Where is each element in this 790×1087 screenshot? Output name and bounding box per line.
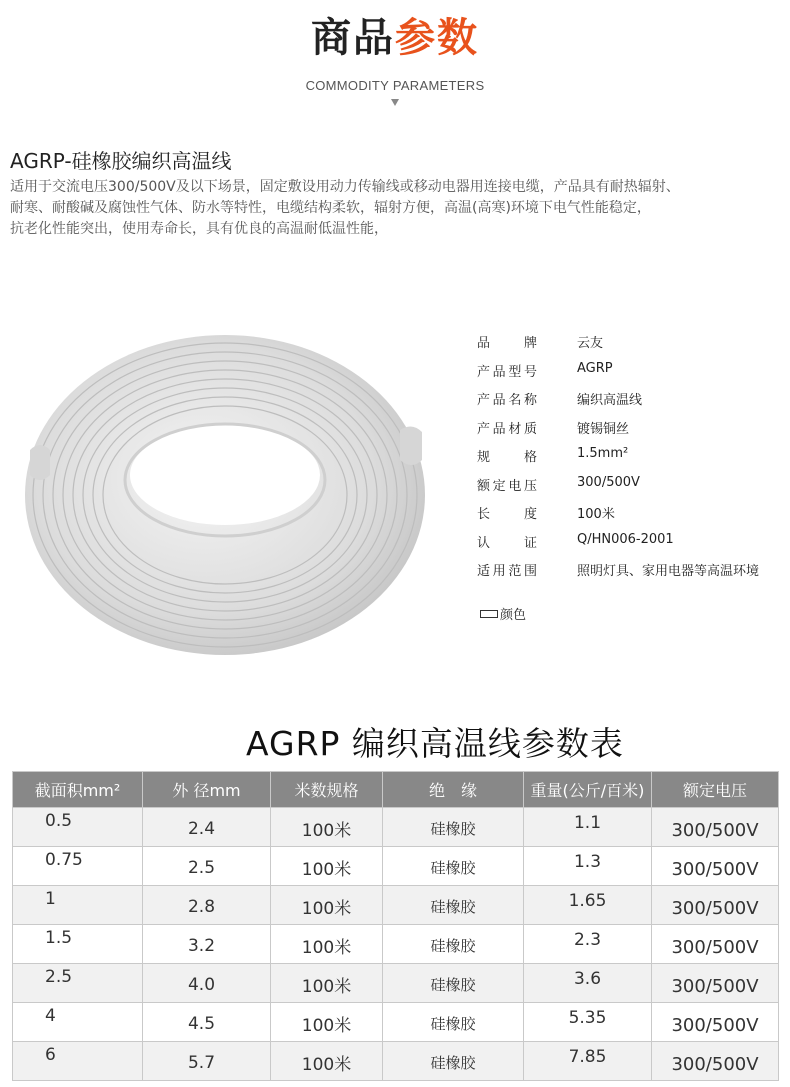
cell-text: 0.5	[45, 811, 73, 831]
table-cell	[13, 847, 143, 886]
parameter-table	[12, 771, 779, 1081]
table-cell	[271, 964, 383, 1003]
table-cell	[271, 1003, 383, 1042]
description-line: 抗老化性能突出，使用寿命长，具有优良的高温耐低温性能，	[10, 221, 388, 237]
cell-text: 硅橡胶	[430, 1053, 476, 1072]
cell-text: 硅橡胶	[430, 819, 476, 838]
table-cell	[13, 925, 143, 964]
cell-text: 0.75	[45, 850, 83, 870]
product-title: AGRP-硅橡胶编织高温线	[10, 149, 232, 173]
spec-value: 1.5mm²	[577, 446, 629, 461]
cell-text: 300/500V	[671, 1053, 759, 1075]
table-cell	[271, 1042, 383, 1081]
cell-text: 4	[45, 1006, 56, 1026]
spec-value: 照明灯具、家用电器等高温环境	[577, 564, 760, 579]
cell-text: 300/500V	[671, 897, 759, 919]
description-line: 适用于交流电压300/500V及以下场景，固定敷设用动力传输线或移动电器用连接电缆，产品具有耐热辐射、	[10, 179, 680, 195]
cell-text: 3.6	[573, 969, 602, 989]
column-header: 绝 缘	[383, 772, 524, 808]
table-cell	[652, 925, 779, 964]
column-header: 米数规格	[271, 772, 383, 808]
white-color-swatch	[480, 610, 498, 618]
table-cell	[524, 886, 652, 925]
cell-text: 5.35	[568, 1008, 607, 1028]
table-header-row	[13, 772, 779, 808]
title-part-accent: 参数	[395, 15, 479, 61]
table-cell	[383, 847, 524, 886]
cell-text: 5.7	[187, 1053, 216, 1073]
table-cell	[524, 925, 652, 964]
cell-text: 1.65	[568, 891, 607, 911]
cell-text: 100米	[301, 1015, 352, 1036]
table-row	[13, 847, 779, 886]
cell-text: 4.0	[187, 975, 216, 995]
color-label: 颜色	[500, 608, 527, 623]
cell-text: 2.3	[573, 930, 602, 950]
table-cell	[143, 886, 271, 925]
cell-text: 300/500V	[671, 1014, 759, 1036]
spec-value: 300/500V	[577, 474, 640, 490]
title-part-dark: 商品	[311, 15, 395, 61]
description-line: 耐寒、耐酸碱及腐蚀性气体、防水等特性，电缆结构柔软，辐射方便，高温(高寒)环境下电气性能稳定，	[10, 200, 651, 216]
table-cell	[13, 1042, 143, 1081]
table-cell	[383, 886, 524, 925]
table-cell	[652, 964, 779, 1003]
table-cell	[383, 808, 524, 847]
table-cell	[271, 847, 383, 886]
spec-value: Q/HN006-2001	[577, 531, 674, 547]
cell-text: 300/500V	[671, 819, 759, 841]
spec-key: 额定电压	[477, 478, 537, 494]
table-row	[13, 808, 779, 847]
table-cell	[13, 964, 143, 1003]
table-cell	[143, 847, 271, 886]
spec-value: AGRP	[577, 360, 613, 376]
table-cell	[652, 1042, 779, 1081]
table-row	[13, 925, 779, 964]
cell-text: 100米	[301, 898, 352, 919]
table-cell	[143, 1042, 271, 1081]
cell-text: 3.2	[187, 936, 216, 956]
table-cell	[13, 1003, 143, 1042]
page-title	[0, 10, 790, 66]
cell-text: 100米	[301, 820, 352, 841]
table-cell	[524, 847, 652, 886]
table-cell	[652, 847, 779, 886]
column-header: 截面积mm²	[13, 772, 143, 808]
table-row	[13, 886, 779, 925]
table-cell	[524, 1042, 652, 1081]
spec-key: 适用范围	[477, 564, 537, 579]
table-cell	[143, 964, 271, 1003]
cell-text: 4.5	[187, 1014, 216, 1034]
cell-text: 2.4	[187, 819, 216, 839]
cell-text: 硅橡胶	[430, 936, 476, 955]
down-arrow-icon	[391, 99, 399, 106]
table-cell	[13, 808, 143, 847]
table-cell	[271, 808, 383, 847]
spec-key: 产品名称	[477, 393, 537, 408]
cell-text: 2.8	[187, 897, 216, 917]
color-option	[480, 604, 526, 623]
table-cell	[143, 925, 271, 964]
table-cell	[524, 964, 652, 1003]
cell-text: 300/500V	[671, 858, 759, 880]
cell-text: 300/500V	[671, 936, 759, 958]
cell-text: 100米	[301, 937, 352, 958]
table-cell	[143, 1003, 271, 1042]
table-cell	[652, 886, 779, 925]
cell-text: 2.5	[45, 967, 73, 987]
cable-coil-image	[20, 300, 430, 670]
table-row	[13, 1003, 779, 1042]
cell-text: 100米	[301, 1054, 352, 1075]
spec-key: 产品型号	[477, 364, 537, 380]
cell-text: 1.5	[45, 928, 73, 948]
table-title: AGRP 编织高温线参数表	[246, 724, 624, 763]
spec-value: 镀锡铜丝	[577, 421, 630, 437]
table-cell	[383, 1003, 524, 1042]
spec-value: 100米	[577, 507, 615, 522]
table-cell	[652, 1003, 779, 1042]
table-row	[13, 1042, 779, 1081]
cell-text: 7.85	[568, 1047, 607, 1067]
cell-text: 1	[45, 889, 56, 909]
product-description	[10, 177, 780, 240]
cell-text: 6	[45, 1045, 56, 1065]
cell-text: 硅橡胶	[430, 975, 476, 994]
table-cell	[383, 925, 524, 964]
table-cell	[271, 925, 383, 964]
table-cell	[383, 1042, 524, 1081]
table-cell	[143, 808, 271, 847]
cell-text: 100米	[301, 976, 352, 997]
table-row	[13, 964, 779, 1003]
cell-text: 1.1	[573, 813, 602, 833]
spec-key: 规格	[477, 450, 537, 465]
spec-key: 长度	[477, 507, 537, 522]
column-header: 重量(公斤/百米)	[524, 772, 652, 808]
cell-text: 2.5	[187, 858, 216, 878]
table-cell	[13, 886, 143, 925]
spec-value: 云友	[577, 336, 604, 351]
column-header: 外 径mm	[143, 772, 271, 808]
spec-key: 品牌	[477, 336, 537, 351]
spec-key: 产品材质	[477, 421, 537, 437]
cell-text: 300/500V	[671, 975, 759, 997]
page-header	[0, 10, 790, 106]
cell-text: 硅橡胶	[430, 897, 476, 916]
column-header: 额定电压	[652, 772, 779, 808]
cell-text: 硅橡胶	[430, 858, 476, 877]
cell-text: 100米	[301, 859, 352, 880]
table-cell	[652, 808, 779, 847]
table-cell	[271, 886, 383, 925]
spec-key: 认证	[477, 535, 537, 551]
table-cell	[524, 1003, 652, 1042]
page-subtitle: COMMODITY PARAMETERS	[305, 78, 485, 93]
spec-value: 编织高温线	[577, 393, 643, 408]
cell-text: 硅橡胶	[430, 1014, 476, 1033]
table-cell	[524, 808, 652, 847]
table-cell	[383, 964, 524, 1003]
cell-text: 1.3	[573, 852, 602, 872]
